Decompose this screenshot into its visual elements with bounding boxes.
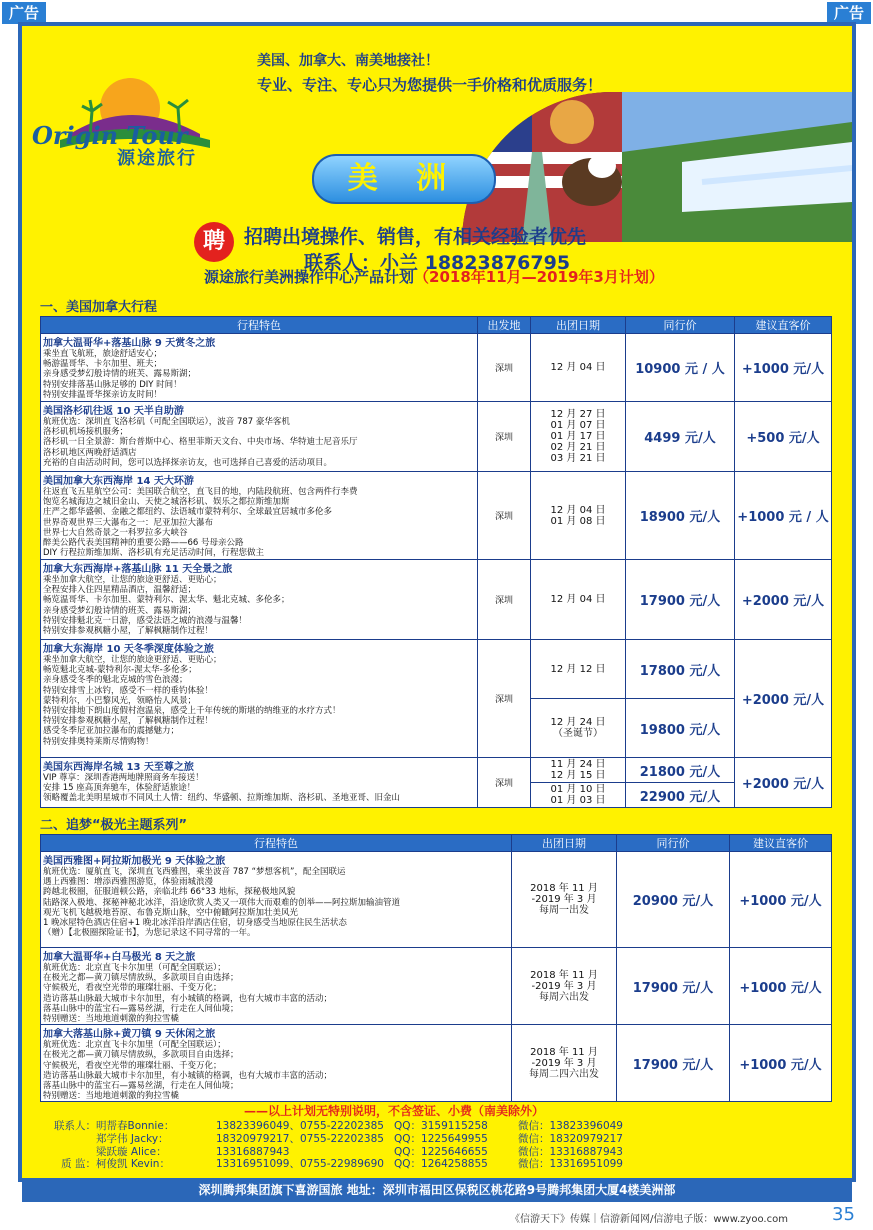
ad-tag-right: 广告 — [827, 2, 871, 24]
table-row — [41, 334, 832, 402]
contact-qq: QQ：3159115258 — [394, 1120, 488, 1132]
section2-title: 二、追梦“极光主题系列” — [40, 818, 188, 833]
table-row — [41, 1025, 832, 1102]
th2-price: 同行价 — [617, 835, 730, 852]
contact-wx: 微信：13316887943 — [518, 1145, 623, 1158]
contact-wx: 微信：13823396049 — [518, 1120, 623, 1132]
table-row — [41, 758, 832, 783]
trip-desc: VIP 尊享：深圳香港两地牌照商务车接送！ 安排 15 座高顶奔驰车，体验舒适旅途！ 领略覆盖北美明星城市不同风土人情：纽约、华盛顿、拉斯维加斯、洛杉矶、圣地亚哥、旧金山 — [43, 773, 401, 804]
banner-photo — [462, 92, 852, 242]
contact-wx: 微信：18320979217 — [518, 1132, 623, 1145]
trip-desc: 航班优选：深圳直飞洛杉矶（可配全国联运），波音 787 豪华客机 洛杉矶机场接机服务； 洛杉矶一日全景游：斯台普斯中心、格里菲斯天文台、中央市场、华特迪士尼音乐厅 洛杉矶地区两晚舒适酒店 充裕的自由活动时间，您可以选择探亲访友，也可选择自己喜爱的活动项目。 — [43, 417, 358, 468]
th-feature: 行程特色 — [41, 317, 478, 334]
trip-desc: 航班优选：厦航直飞，深圳直飞西雅图，乘坐波音 787 “梦想客机”，配全国联运 遇上西雅图：增添西雅图游览，体验雨城浪漫 跨越北极圈，征服道顿公路，亲临北纬 66°33 地标，探秘极地风貌 陆路深入极地、探秘神秘北冰洋，沿途欣赏人类又一项伟大而艰难的创举——阿拉斯加输油管道 观光飞机飞越极地苔原、布鲁克斯山脉，空中俯瞰阿拉斯加壮美风光 1 晚冰屋特色酒店住宿+1 晚北冰洋沿岸酒店住宿，切身感受当地原住民生活状态 （赠）【北极圈探险证书】，为您记录这不同寻常的一年。 — [43, 867, 401, 939]
trip-title: 加拿大落基山脉+黄刀镇 9 天休闲之旅 — [43, 1029, 216, 1041]
date-cell: 2018 年 11 月 -2019 年 3 月 每周二四六出发 — [512, 1025, 617, 1102]
contact-phones: 13823396049、0755-22202385 — [216, 1120, 384, 1132]
from-cell: 深圳 — [478, 560, 531, 640]
slogan-line2: 专业、专注、专心只为您提供一手价格和优质服务！ — [257, 76, 603, 94]
price-cell: 21800 元/人 — [626, 758, 735, 783]
suggest-cell: +1000 元 / 人 — [735, 472, 832, 560]
feature-cell — [41, 472, 478, 560]
table-row — [41, 640, 832, 699]
hire-line2: 联系人：小兰 18823876795 — [304, 252, 571, 274]
from-cell: 深圳 — [478, 640, 531, 758]
feature-cell — [41, 560, 478, 640]
table-row — [41, 402, 832, 472]
price-cell: 22900 元/人 — [626, 783, 735, 808]
trip-title: 美国洛杉矶往返 10 天半自助游 — [43, 406, 184, 417]
contact-qq: QQ：1225649955 — [394, 1132, 488, 1145]
date-cell: 01 月 10 日 01 月 03 日 — [531, 783, 626, 808]
section1-title: 一、美国加拿大行程 — [40, 300, 158, 315]
contact-row — [40, 1120, 638, 1133]
contact-name: 梁跃璇 Alice： — [96, 1145, 167, 1158]
contact-phones: 13316887943 — [216, 1145, 290, 1158]
contact-phones: 13316951099、0755-22989690 — [216, 1158, 384, 1171]
contact-qq: QQ：1225646655 — [394, 1145, 488, 1158]
th-suggest: 建议直客价 — [735, 317, 832, 334]
feature-cell — [41, 640, 478, 758]
date-cell: 2018 年 11 月 -2019 年 3 月 每周一出发 — [512, 852, 617, 948]
date-cell: 12 月 24 日 （圣诞节） — [531, 699, 626, 758]
feature-cell — [41, 758, 478, 808]
table-row — [41, 472, 832, 560]
date-cell: 12 月 04 日 01 月 08 日 — [531, 472, 626, 560]
contact-label: 联系人： — [54, 1120, 96, 1132]
th2-date: 出团日期 — [512, 835, 617, 852]
table-north-america — [40, 316, 832, 808]
feature-cell — [41, 1025, 512, 1102]
trip-title: 美国东西海岸名城 13 天至尊之旅 — [43, 762, 194, 773]
contact-row — [40, 1158, 638, 1171]
date-cell: 12 月 12 日 — [531, 640, 626, 699]
table-row — [41, 852, 832, 948]
feature-cell — [41, 852, 512, 948]
feature-cell — [41, 948, 512, 1025]
footnote: ——以上计划无特别说明，不含签证、小费（南美除外） — [244, 1104, 545, 1118]
ad-tag-left: 广告 — [2, 2, 46, 24]
contact-row — [40, 1146, 638, 1159]
suggest-cell: +1000 元/人 — [730, 1025, 832, 1102]
photo-collage-icon — [462, 92, 852, 242]
contact-wx: 微信：13316951099 — [518, 1158, 623, 1171]
price-cell: 17900 元/人 — [617, 948, 730, 1025]
suggest-cell: +500 元/人 — [735, 402, 832, 472]
trip-desc: 乘坐加拿大航空，让您的旅途更舒适、更贴心； 畅览魁北克城-蒙特利尔-渥太华-多伦多； 亲身感受冬季的魁北克城的雪色浪漫； 特别安排雪上冰钓，感受不一样的垂钓体验！ 蒙特利尔，小巴黎风光，领略怡人风景； 特别安排地下朗山度假村泡温泉，感受上千年传统的斯堪的纳维亚的水疗方式！ 特别安排参观枫糖小屋，了解枫糖制作过程！ 感受冬季尼亚加拉瀑布的震撼魅力； 特别安排奥特莱斯尽情购物！ — [43, 655, 341, 747]
feature-cell — [41, 402, 478, 472]
price-cell: 17900 元/人 — [617, 1025, 730, 1102]
main-title-dates: （2018年11月—2019年3月计划） — [414, 268, 664, 286]
suggest-cell: +1000 元/人 — [730, 852, 832, 948]
table-row — [41, 948, 832, 1025]
hire-line1: 招聘出境操作、销售，有相关经验者优先 — [244, 226, 587, 248]
trip-desc: 航班优选：北京直飞卡尔加里（可配全国联运）； 在极光之都—黄刀镇尽情放纵，多款项目自由选择； 守候极光，看夜空光带的璀璨壮丽、千变万化； 造访落基山脉最大城市卡尔加里，有小城镇的格调，也有大城市丰富的活动； 落基山脉中的蓝宝石—露易丝湖，行走在人间仙境； 特别赠送：当地地道刺激的狗拉雪橇 — [43, 963, 333, 1025]
page-number: 35 — [832, 1204, 855, 1225]
contact-phones: 18320979217、0755-22202385 — [216, 1132, 384, 1145]
price-cell: 10900 元 / 人 — [626, 334, 735, 402]
date-cell: 12 月 04 日 — [531, 334, 626, 402]
hire-badge: 聘 — [194, 222, 234, 262]
suggest-cell: +1000 元/人 — [735, 334, 832, 402]
contact-qq: QQ：1264258855 — [394, 1158, 488, 1171]
th-price: 同行价 — [626, 317, 735, 334]
trip-title: 加拿大东海岸 10 天冬季深度体验之旅 — [43, 644, 214, 655]
trip-title: 加拿大东西海岸+落基山脉 11 天全景之旅 — [43, 564, 233, 575]
suggest-cell: +2000 元/人 — [735, 640, 832, 758]
from-cell: 深圳 — [478, 472, 531, 560]
table-aurora — [40, 834, 832, 1102]
date-cell: 11 月 24 日 12 月 15 日 — [531, 758, 626, 783]
from-cell: 深圳 — [478, 334, 531, 402]
trip-title: 加拿大温哥华+白马极光 8 天之旅 — [43, 952, 196, 963]
bottom-bar: 深圳腾邦集团旗下喜游国旅 地址：深圳市福田区保税区桃花路9号腾邦集团大厦4楼美洲部 — [22, 1178, 852, 1202]
slogan-line1: 美国、加拿大、南美地接社！ — [257, 53, 439, 69]
price-cell: 19800 元/人 — [626, 699, 735, 758]
logo-en: Origin Tour — [32, 121, 188, 150]
feature-cell — [41, 334, 478, 402]
main-title-text: 源途旅行美洲操作中心产品计划 — [204, 268, 415, 286]
trip-desc: 乘坐加拿大航空，让您的旅途更舒适、更贴心； 全程安排入住四星精品酒店，温馨舒适； 畅览温哥华、卡尔加里、蒙特利尔、渥太华、魁北克城、多伦多； 亲身感受梦幻般诗情的班芙、露易斯湖； 特别安排魁北克一日游，感受法语之城的浪漫与温馨！ 特别安排参观枫糖小屋，了解枫糖制作过程！ — [43, 575, 290, 637]
from-cell: 深圳 — [478, 758, 531, 808]
suggest-cell: +1000 元/人 — [730, 948, 832, 1025]
trip-desc: 往返直飞五星航空公司：美国联合航空，直飞目的地，内陆段航班、包含两件行李费 饱览名城海边之城旧金山、天使之城洛杉矶、娱乐之都拉斯维加斯 庄严之都华盛顿、金融之都纽约、法语城市蒙特利尔、全球最宜居城市多伦多 世界奇观世界三大瀑布之一：尼亚加拉大瀑布 世界七大自然奇景之一科罗拉多大峡谷 醉美公路代表美国精神的重要公路——66 号母亲公路 DIY 行程拉斯维加斯、洛杉矶有充足活动时间，行程您做主 — [43, 487, 358, 559]
price-cell: 18900 元/人 — [626, 472, 735, 560]
price-cell: 17800 元/人 — [626, 640, 735, 699]
date-cell: 2018 年 11 月 -2019 年 3 月 每周六出发 — [512, 948, 617, 1025]
credit: 《信游天下》传媒｜信游新闻网/信游电子版：www.zyoo.com — [510, 1214, 788, 1225]
price-cell: 4499 元/人 — [626, 402, 735, 472]
from-cell: 深圳 — [478, 402, 531, 472]
price-cell: 20900 元/人 — [617, 852, 730, 948]
price-cell: 17900 元/人 — [626, 560, 735, 640]
trip-desc: 乘坐直飞航班，旅途舒适安心； 畅游温哥华、卡尔加里、班夫； 亲身感受梦幻般诗情的班芙、露易斯湖； 特别安排落基山脉足够的 DIY 时间！ 特别安排温哥华探亲访友时间！ — [43, 349, 197, 400]
trip-title: 美国西雅图+阿拉斯加极光 9 天体验之旅 — [43, 856, 226, 867]
america-banner: 美 洲 — [312, 154, 496, 204]
th2-feature: 行程特色 — [41, 835, 512, 852]
th2-suggest: 建议直客价 — [730, 835, 832, 852]
contact-row — [40, 1133, 638, 1146]
suggest-cell: +2000 元/人 — [735, 560, 832, 640]
header — [22, 26, 852, 284]
contact-label: 质 监： — [61, 1158, 96, 1171]
contacts — [40, 1120, 638, 1171]
trip-desc: 航班优选：北京直飞卡尔加里（可配全国联运）； 在极光之都—黄刀镇尽情放纵，多款项目自由选择； 守候极光，看夜空光带的璀璨壮丽、千变万化； 造访落基山脉最大城市卡尔加里，有小城镇的格调，也有大城市丰富的活动； 落基山脉中的蓝宝石—露易丝湖，行走在人间仙境； 特别赠送：当地地道刺激的狗拉雪橇 — [43, 1040, 333, 1102]
suggest-cell: +2000 元/人 — [735, 758, 832, 808]
date-cell: 12 月 04 日 — [531, 560, 626, 640]
trip-title: 美国加拿大东西海岸 14 天大环游 — [43, 476, 194, 487]
contact-name: 郑学伟 Jacky： — [96, 1132, 169, 1145]
table-row — [41, 560, 832, 640]
th-from: 出发地 — [478, 317, 531, 334]
contact-name: 明帮春Bonnie： — [96, 1120, 175, 1132]
date-cell: 12 月 27 日 01 月 07 日 01 月 17 日 02 月 21 日 03 月 21 日 — [531, 402, 626, 472]
contact-name: 柯俊凯 Kevin： — [96, 1158, 170, 1171]
th-date: 出团日期 — [531, 317, 626, 334]
main-title — [204, 266, 664, 287]
trip-title: 加拿大温哥华+落基山脉 9 天赏冬之旅 — [43, 338, 216, 349]
logo-cn: 源途旅行 — [117, 148, 197, 169]
